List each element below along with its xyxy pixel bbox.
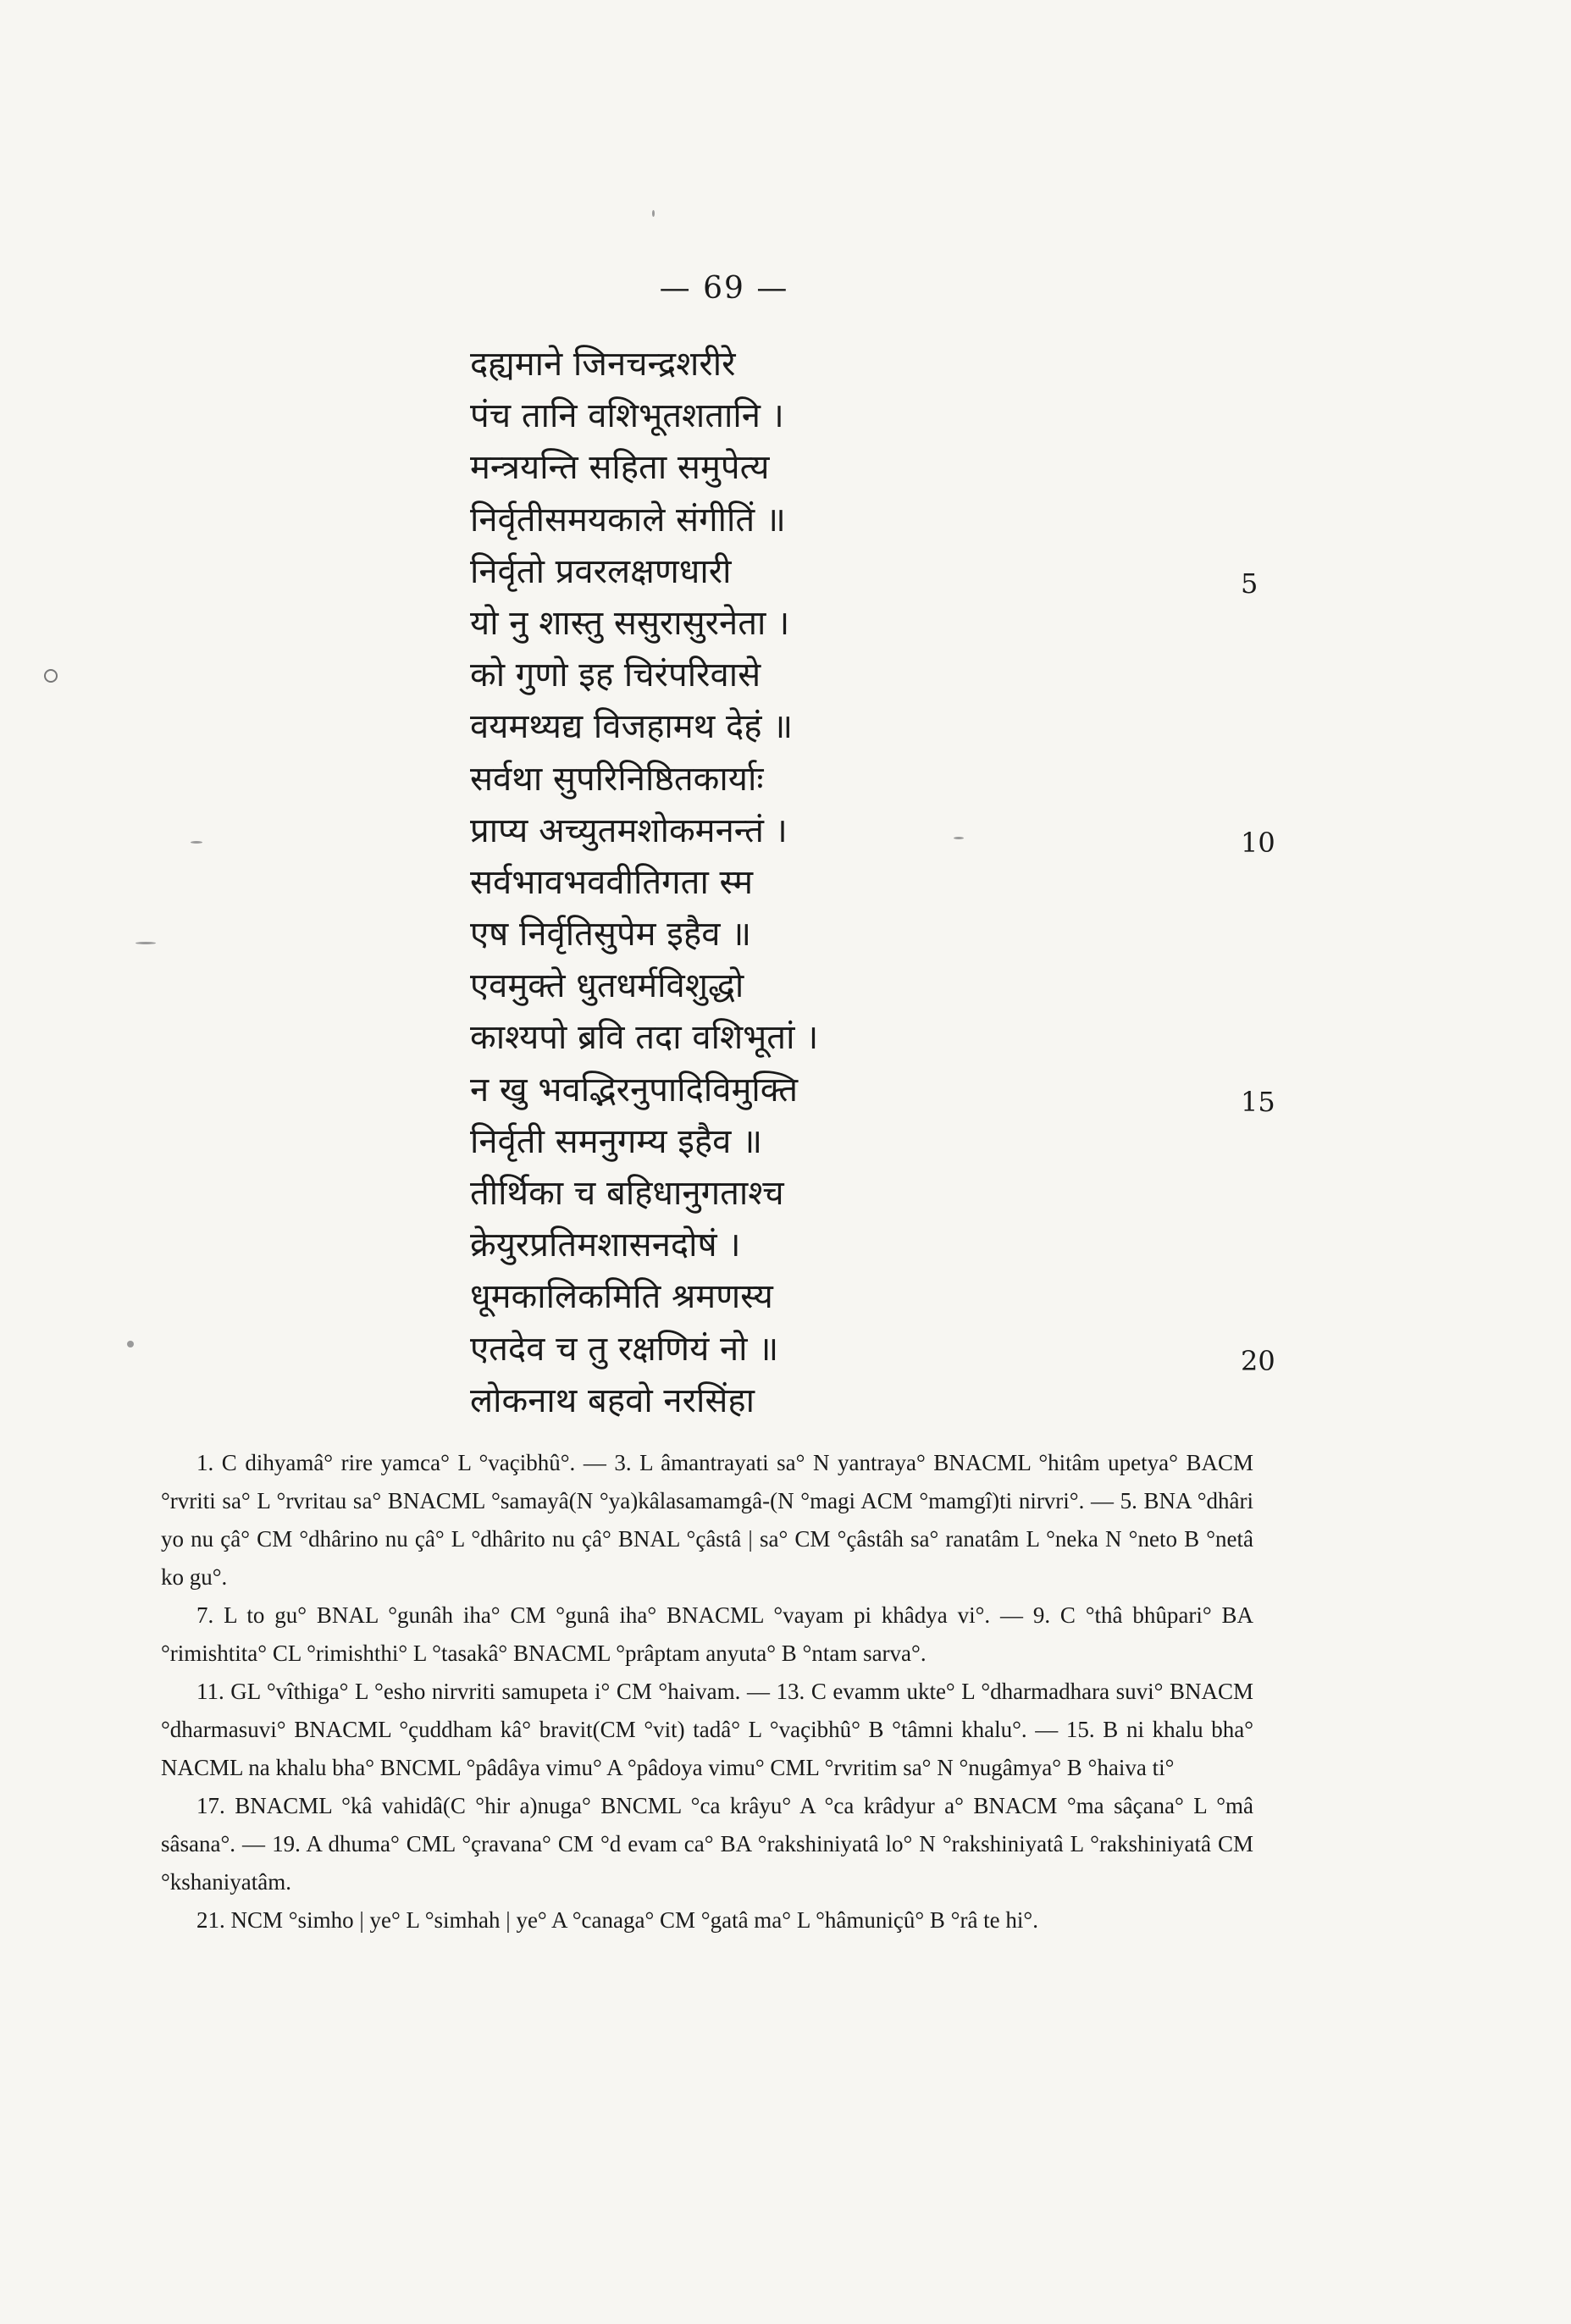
scan-speck (191, 841, 202, 844)
verse-line: न खु भवद्भिरनुपादिविमुक्ति (470, 1070, 798, 1109)
scan-speck (652, 210, 655, 217)
scan-speck (44, 669, 58, 683)
apparatus-note: 21. NCM °simho | ye° L °simhah | ye° A °canaga° CM °gatâ ma° L °hâmuniçû° B °râ te hi°. (196, 1907, 1038, 1933)
critical-apparatus (161, 1444, 1253, 1939)
verse-line: यो नु शास्तु ससुरासुरनेता । (470, 603, 790, 643)
verse-line: एतदेव च तु रक्षणियं नो ॥ (470, 1329, 779, 1369)
verse-line: निर्वृती समनुगम्य इहैव ॥ (470, 1121, 763, 1161)
apparatus-note: 7. L to gu° BNAL °gunâh iha° CM °gunâ iha° BNACML °vayam pi khâdya vi°. — 9. C °thâ bhûpari° BA °rimishtita° CL °rimishthi° L °tasakâ° BNACML °prâptam anyuta° B °ntam sarva°. (161, 1602, 1253, 1666)
verse-line: मन्त्रयन्ति सहिता समुपेत्य (470, 448, 770, 488)
verse-line: निर्वृतीसमयकाले संगीतिं ॥ (470, 500, 786, 540)
scan-speck (954, 837, 964, 839)
page-number: — 69 — (659, 271, 789, 306)
verse-line: निर्वृतो प्रवरलक्षणधारी (470, 551, 732, 591)
verse-line: एष निर्वृतिसुपेम इहैव ॥ (470, 915, 752, 955)
verse-line: धूमकालिकमिति श्रमणस्य (470, 1277, 773, 1317)
verse-line-number: 15 (1241, 1086, 1275, 1118)
verse-line: एवमुक्ते धुतधर्मविशुद्धो (470, 966, 744, 1006)
verse-line-number: 10 (1241, 827, 1275, 859)
verse-line: तीर्थिका च बहिधानुगताश्च (470, 1174, 784, 1213)
verse-line-number: 20 (1241, 1345, 1275, 1377)
verse-line: सर्वभावभववीतिगता स्म (470, 862, 753, 902)
sanskrit-verse-block (470, 339, 1317, 1427)
verse-line: पंच तानि वशिभूतशतानि । (470, 396, 784, 436)
verse-line: लोकनाथ बहवो नरसिंहा (470, 1381, 755, 1420)
verse-line-number: 5 (1241, 567, 1258, 600)
verse-line: क्रेयुरप्रतिमशासनदोषं । (470, 1226, 741, 1265)
apparatus-note: 11. GL °vîthiga° L °esho nirvriti samupeta i° CM °haivam. — 13. C evamm ukte° L °dharmadhara suvi° BNACM °dharmasuvi° BNACML °çuddham kâ° bravit(CM °vit) tadâ° L °vaçibhû° B °tâmni khalu°. — 15. B ni khalu bha° NACML na khalu bha° BNCML °pâdâya vimu° A °pâdoya vimu° CML °rvritim sa° N °nugâmya° B °haiva ti° (161, 1679, 1253, 1780)
verse-line: काश्यपो ब्रवि तदा वशिभूतां । (470, 1018, 819, 1058)
scan-speck (127, 1341, 134, 1347)
verse-line: प्राप्य अच्युतमशोकमनन्तं । (470, 811, 788, 850)
apparatus-note: 1. C dihyamâ° rire yamca° L °vaçibhû°. — 3. L âmantrayati sa° N yantraya° BNACML °hitâm upetya° BACM °rvriti sa° L °rvritau sa° BNACML °samayâ(N °ya)kâlasamamgâ-(N °magi ACM °mamgî)ti nirvri°. — 5. BNA °dhâri yo nu çâ° CM °dhârino nu çâ° L °dhârito nu çâ° BNAL °çâstâ | sa° CM °çâstâh sa° ranatâm L °neka N °neto B °netâ ko gu°. (161, 1450, 1253, 1590)
verse-line: को गुणो इह चिरंपरिवासे (470, 656, 761, 695)
verse-line: दह्यमाने जिनचन्द्रशरीरे (470, 345, 736, 384)
verse-line: वयमथ्यद्य विजहामथ देहं ॥ (470, 707, 794, 747)
verse-line: सर्वथा सुपरिनिष्ठितकार्याः (470, 759, 764, 799)
scan-speck (136, 942, 156, 944)
apparatus-note: 17. BNACML °kâ vahidâ(C °hir a)nuga° BNCML °ca krâyu° A °ca krâdyur a° BNACM °ma sâçana° L °mâ sâsana°. — 19. A dhuma° CML °çravana° CM °d evam ca° BA °rakshiniyatâ lo° N °rakshiniyatâ L °rakshiniyatâ CM °kshaniyatâm. (161, 1793, 1253, 1895)
